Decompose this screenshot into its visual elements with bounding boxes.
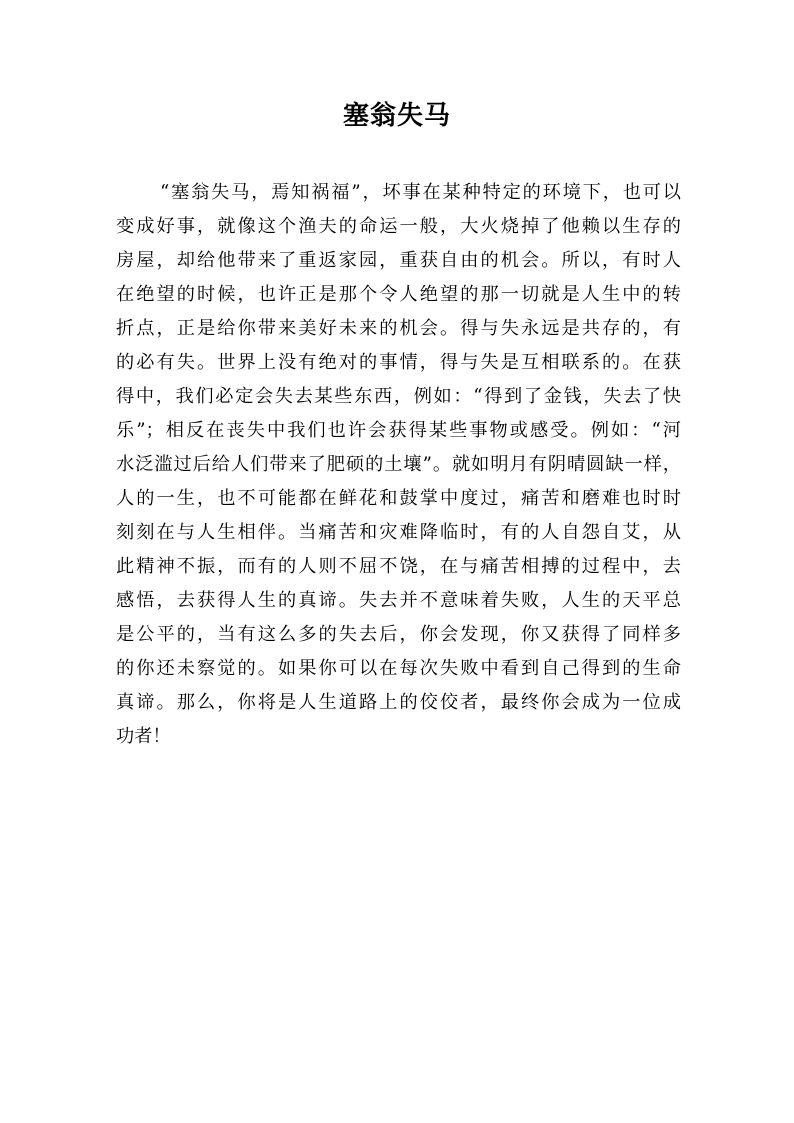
paragraph-line: 的你还未察觉的。如果你可以在每次失败中看到自己得到的生命 <box>116 658 681 679</box>
paragraph-line: 房屋，却给他带来了重返家园，重获自由的机会。所以，有时人 <box>116 250 681 271</box>
body-paragraph <box>116 176 681 754</box>
paragraph-line: 在绝望的时候，也许正是那个令人绝望的那一切就是人生中的转 <box>116 284 681 305</box>
paragraph-line: 得中，我们必定会失去某些东西，例如：“得到了金钱，失去了快 <box>116 386 681 407</box>
paragraph-line: 是公平的，当有这么多的失去后，你会发现，你又获得了同样多 <box>116 624 681 645</box>
paragraph-line: 此精神不振，而有的人则不屈不饶，在与痛苦相搏的过程中，去 <box>116 556 681 577</box>
paragraph-line: 人的一生，也不可能都在鲜花和鼓掌中度过，痛苦和磨难也时时 <box>116 488 681 509</box>
paragraph-line: 变成好事，就像这个渔夫的命运一般，大火烧掉了他赖以生存的 <box>116 216 681 237</box>
paragraph-line: 感悟，去获得人生的真谛。失去并不意味着失败，人生的天平总 <box>116 590 681 611</box>
paragraph-line: 乐”；相反在丧失中我们也许会获得某些事物或感受。例如：“河 <box>116 420 681 441</box>
paragraph-line: 水泛滥过后给人们带来了肥硕的土壤”。就如明月有阴晴圆缺一样， <box>116 454 681 475</box>
paragraph-line: 刻刻在与人生相伴。当痛苦和灾难降临时，有的人自怨自艾，从 <box>116 522 681 543</box>
paragraph-line: 真谛。那么，你将是人生道路上的佼佼者，最终你会成为一位成 <box>116 692 681 713</box>
document-title: 塞翁失马 <box>342 101 451 131</box>
paragraph-line: 折点，正是给你带来美好未来的机会。得与失永远是共存的，有 <box>116 318 681 339</box>
paragraph-line: “塞翁失马，焉知祸福”，坏事在某种特定的环境下，也可以 <box>160 182 681 203</box>
paragraph-line: 功者！ <box>116 726 171 747</box>
paragraph-line: 的必有失。世界上没有绝对的事情，得与失是互相联系的。在获 <box>116 352 681 373</box>
